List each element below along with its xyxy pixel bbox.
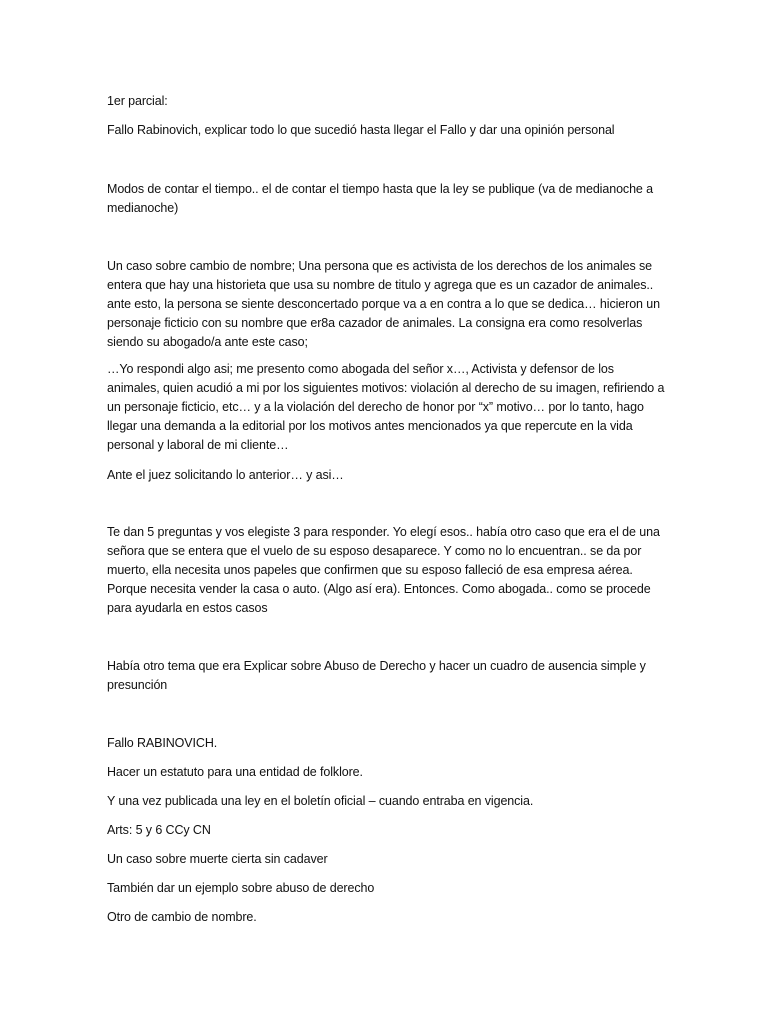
- list-item-cambio-nombre: Otro de cambio de nombre.: [107, 910, 257, 924]
- paragraph-respuesta: …Yo respondi algo asi; me presento como abogada del señor x…, Activista y defensor de los animales, quien acudió a mi por los siguientes motivos: violación al derecho de su imagen, refiriendo a un personaje ficticio, etc… y a la violación del derecho de honor por “x” motivo… por lo tanto, hago llegar una demanda a la editorial por los motivos antes mencionados ya que repercute en la vida personal y laboral de mi cliente…: [107, 362, 665, 452]
- list-item-estatuto: Hacer un estatuto para una entidad de folklore.: [107, 765, 363, 779]
- paragraph-preguntas: Te dan 5 preguntas y vos elegiste 3 para responder. Yo elegí esos.. había otro caso que era el de una señora que se entera que el vuelo de su esposo desaparece. Y como no lo encuentran.. se da por muerto, ella necesita unos papeles que confirmen que su esposo falleció de esa empresa aérea. Porque necesita vender la casa o auto. (Algo así era). Entonces. Como abogada.. como se procede para ayudarla en estos casos: [107, 525, 660, 615]
- paragraph-fallo-rabinovich: Fallo Rabinovich, explicar todo lo que sucedió hasta llegar el Fallo y dar una opinión personal: [107, 123, 615, 137]
- paragraph-ante-el-juez: Ante el juez solicitando lo anterior… y asi…: [107, 468, 344, 482]
- list-item-ejemplo-abuso: También dar un ejemplo sobre abuso de derecho: [107, 881, 375, 895]
- paragraph-abuso-derecho: Había otro tema que era Explicar sobre Abuso de Derecho y hacer un cuadro de ausencia simple y presunción: [107, 659, 646, 692]
- paragraph-modos-contar-tiempo: Modos de contar el tiempo.. el de contar el tiempo hasta que la ley se publique (va de medianoche a medianoche): [107, 182, 653, 215]
- list-item-muerte-cierta: Un caso sobre muerte cierta sin cadaver: [107, 852, 328, 866]
- list-item-fallo-rabinovich: Fallo RABINOVICH.: [107, 736, 218, 750]
- list-item-boletin-oficial: Y una vez publicada una ley en el boletín oficial – cuando entraba en vigencia.: [107, 794, 534, 808]
- paragraph-caso-cambio-nombre: Un caso sobre cambio de nombre; Una persona que es activista de los derechos de los animales se entera que hay una historieta que usa su nombre de titulo y agrega que es un cazador de animales.. ante esto, la persona se siente desconcertado porque va a en contra a lo que se dedica… hicieron un personaje ficticio con su nombre que er8a cazador de animales. La consigna era como resolverlas siendo su abogado/a ante este caso;: [107, 259, 660, 349]
- list-item-articulos: Arts: 5 y 6 CCy CN: [107, 823, 211, 837]
- heading-first-exam: 1er parcial:: [107, 94, 168, 108]
